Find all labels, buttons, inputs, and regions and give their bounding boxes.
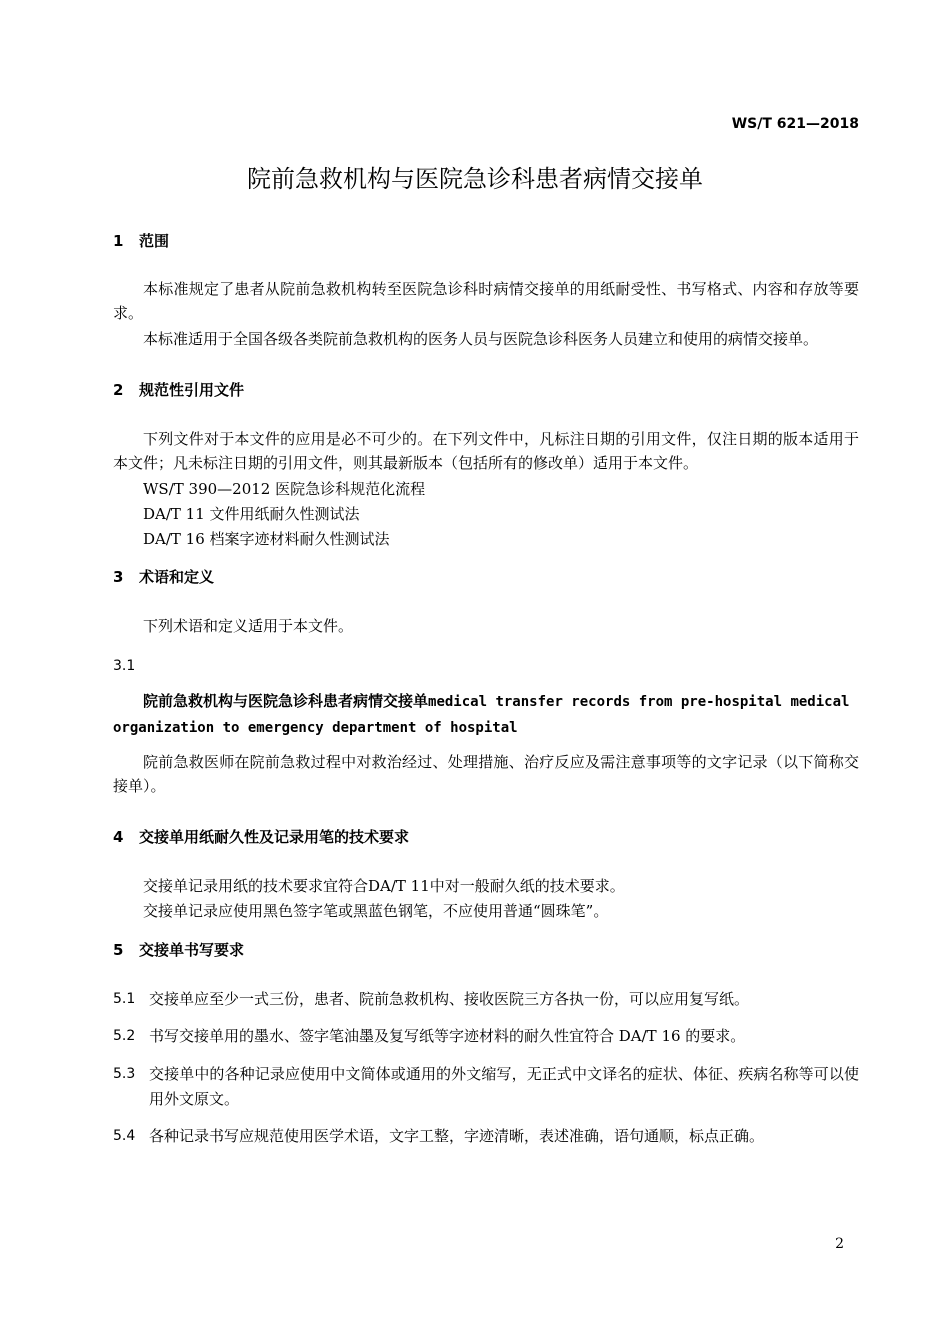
requirement-number: 5.4 (113, 1128, 136, 1144)
requirement-item (113, 1124, 859, 1149)
page-number: 2 (835, 1236, 844, 1252)
term-chinese: 院前急救机构与医院急诊科患者病情交接单 (143, 692, 429, 710)
term-entry (113, 689, 859, 741)
requirement-text: 交接单应至少一式三份，患者、院前急救机构、接收医院三方各执一份，可以应用复写纸。 (149, 990, 750, 1008)
section-3-number: 3 (113, 568, 124, 586)
section-4-paragraph-1: 交接单记录用纸的技术要求宜符合DA/T 11中对一般耐久纸的技术要求。 (143, 877, 625, 895)
subsection-3-1-number: 3.1 (113, 658, 136, 674)
term-english: medical transfer records from pre-hospital medical organization to emergency department of hospital (113, 694, 850, 736)
requirement-item (113, 1062, 859, 1112)
section-1-heading (113, 230, 169, 252)
section-4-title: 交接单用纸耐久性及记录用笔的技术要求 (139, 828, 410, 846)
section-3-title: 术语和定义 (139, 568, 215, 586)
requirement-item (113, 987, 859, 1012)
section-1-number: 1 (113, 232, 124, 250)
document-title: 院前急救机构与医院急诊科患者病情交接单 (247, 165, 703, 193)
section-2-paragraph: 下列文件对于本文件的应用是必不可少的。在下列文件中，凡标注日期的引用文件，仅注日期的版本适用于本文件；凡未标注日期的引用文件，则其最新版本（包括所有的修改单）适用于本文件。 (113, 430, 859, 472)
requirement-number: 5.3 (113, 1066, 136, 1082)
section-1-paragraph-2: 本标准适用于全国各级各类院前急救机构的医务人员与医院急诊科医务人员建立和使用的病情交接单。 (143, 330, 819, 348)
requirement-text: 书写交接单用的墨水、签字笔油墨及复写纸等字迹材料的耐久性宜符合 DA/T 16 的要求。 (149, 1027, 746, 1045)
section-1-paragraph-1: 本标准规定了患者从院前急救机构转至医院急诊科时病情交接单的用纸耐受性、书写格式、内容和存放等要求。 (113, 280, 859, 322)
section-4-paragraph-2: 交接单记录应使用黑色签字笔或黑蓝色钢笔，不应使用普通“圆珠笔”。 (143, 902, 609, 920)
standard-code: WS/T 621—2018 (731, 116, 859, 132)
normative-reference-3: DA/T 16 档案字迹材料耐久性测试法 (143, 530, 390, 548)
section-3-heading (113, 566, 214, 588)
section-5-heading (113, 939, 244, 961)
requirement-number: 5.1 (113, 991, 136, 1007)
requirement-text: 各种记录书写应规范使用医学术语，文字工整，字迹清晰，表述准确，语句通顺，标点正确。 (149, 1127, 765, 1145)
requirement-text: 交接单中的各种记录应使用中文简体或通用的外文缩写，无正式中文译名的症状、体征、疾病名称等可以使用外文原文。 (149, 1065, 859, 1108)
section-3-paragraph: 下列术语和定义适用于本文件。 (143, 617, 354, 635)
requirement-number: 5.2 (113, 1028, 136, 1044)
section-5-number: 5 (113, 941, 124, 959)
section-4-heading (113, 826, 409, 848)
section-2-number: 2 (113, 381, 124, 399)
section-4-number: 4 (113, 828, 124, 846)
section-2-heading (113, 379, 244, 401)
section-1-title: 范围 (139, 232, 170, 250)
requirement-item (113, 1024, 859, 1049)
section-2-title: 规范性引用文件 (139, 381, 245, 399)
normative-reference-2: DA/T 11 文件用纸耐久性测试法 (143, 505, 360, 523)
term-definition: 院前急救医师在院前急救过程中对救治经过、处理措施、治疗反应及需注意事项等的文字记录（以下简称交接单）。 (113, 753, 859, 795)
section-5-title: 交接单书写要求 (139, 941, 245, 959)
normative-reference-1: WS/T 390—2012 医院急诊科规范化流程 (143, 480, 426, 498)
